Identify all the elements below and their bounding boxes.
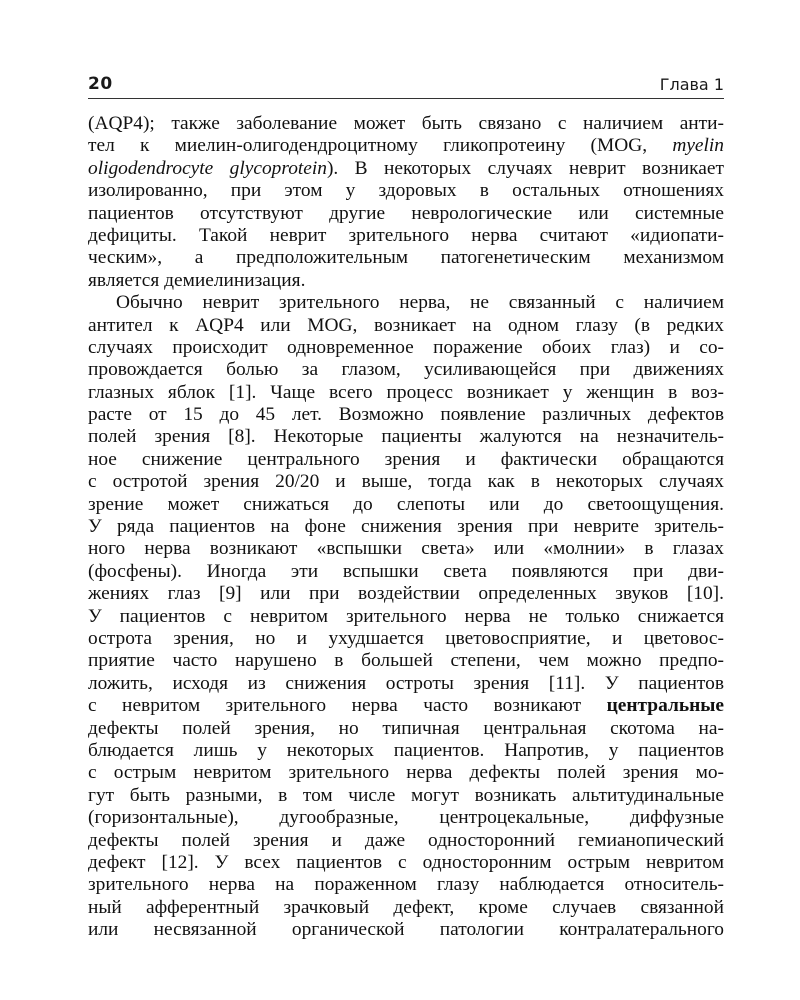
text-line: острота зрения, но и ухудшается цветовосприятие, и цветовос- bbox=[88, 627, 724, 649]
text-line: У ряда пациентов на фоне снижения зрения при неврите зритель- bbox=[88, 516, 724, 538]
text-line: дефекты полей зрения, но типичная центральная скотома на- bbox=[88, 717, 724, 739]
text-line: ческим», а предположительным патогенетическим механизмом bbox=[88, 247, 724, 269]
text-line: ное снижение центрального зрения и фактически обращаются bbox=[88, 448, 724, 470]
text-line: гут быть разными, в том числе могут возникать альтитудинальные bbox=[88, 784, 724, 806]
text-line: дефект [12]. У всех пациентов с односторонним острым невритом bbox=[88, 851, 724, 873]
text-line: дефекты полей зрения и даже односторонний гемианопический bbox=[88, 829, 724, 851]
text-line: приятие часто нарушено в большей степени, чем можно предпо- bbox=[88, 650, 724, 672]
chapter-title: Глава 1 bbox=[659, 75, 724, 94]
text-line: пациентов отсутствуют другие неврологические или системные bbox=[88, 202, 724, 224]
text-line: является демиелинизация. bbox=[88, 269, 306, 291]
text-line: расте от 15 до 45 лет. Возможно появление различных дефектов bbox=[88, 404, 724, 426]
text-line: ный афферентный зрачковый дефект, кроме случаев связанной bbox=[88, 896, 724, 918]
text-line: тел к миелин-олигодендроцитному гликопротеину (MOG, myelin bbox=[88, 135, 724, 157]
text-line: с невритом зрительного нерва часто возникают центральные bbox=[88, 695, 724, 717]
paragraph-start: Обычно неврит зрительного нерва, не связанный с наличием bbox=[116, 292, 724, 314]
page-number: 20 bbox=[88, 74, 113, 94]
text-line: дефициты. Такой неврит зрительного нерва считают «идиопати- bbox=[88, 224, 724, 246]
text-line: провождается болью за глазом, усиливающейся при движениях bbox=[88, 359, 724, 381]
bold-term: центральные bbox=[606, 695, 724, 717]
text-line: или несвязанной органической патологии контралатерального bbox=[88, 919, 724, 941]
text-line: с остротой зрения 20/20 и выше, тогда как в некоторых случаях bbox=[88, 471, 724, 493]
text-line: (AQP4); также заболевание может быть связано с наличием анти- bbox=[88, 113, 724, 134]
text-line: жениях глаз [9] или при воздействии определенных звуков [10]. bbox=[88, 583, 724, 605]
text-line: антител к AQP4 или MOG, возникает на одном глазу (в редких bbox=[88, 314, 724, 336]
text-line: полей зрения [8]. Некоторые пациенты жалуются на незначитель- bbox=[88, 426, 724, 448]
text-line: зрительного нерва на пораженном глазу наблюдается относитель- bbox=[88, 874, 724, 896]
text-line: изолированно, при этом у здоровых в остальных отношениях bbox=[88, 180, 724, 202]
text-line: ного нерва возникают «вспышки света» или «молнии» в глазах bbox=[88, 538, 724, 560]
body-text bbox=[88, 113, 724, 941]
text-line: oligodendrocyte glycoprotein). В некоторых случаях неврит возникает bbox=[88, 157, 724, 179]
header-rule bbox=[88, 98, 724, 99]
text-line: случаях происходит одновременное поражение обоих глаз) и со- bbox=[88, 336, 724, 358]
text-line: блюдается лишь у некоторых пациентов. Напротив, у пациентов bbox=[88, 739, 724, 761]
text-line: У пациентов с невритом зрительного нерва не только снижается bbox=[88, 605, 724, 627]
text-line: глазных яблок [1]. Чаще всего процесс возникает у женщин в воз- bbox=[88, 381, 724, 403]
text-line: ложить, исходя из снижения остроты зрения [11]. У пациентов bbox=[88, 672, 724, 694]
text-line: (горизонтальные), дугообразные, центроцекальные, диффузные bbox=[88, 807, 724, 829]
running-header bbox=[88, 74, 724, 96]
text-line: зрение может снижаться до слепоты или до светоощущения. bbox=[88, 493, 724, 515]
text-line: с острым невритом зрительного нерва дефекты полей зрения мо- bbox=[88, 762, 724, 784]
text-line: (фосфены). Иногда эти вспышки света появляются при дви- bbox=[88, 560, 724, 582]
